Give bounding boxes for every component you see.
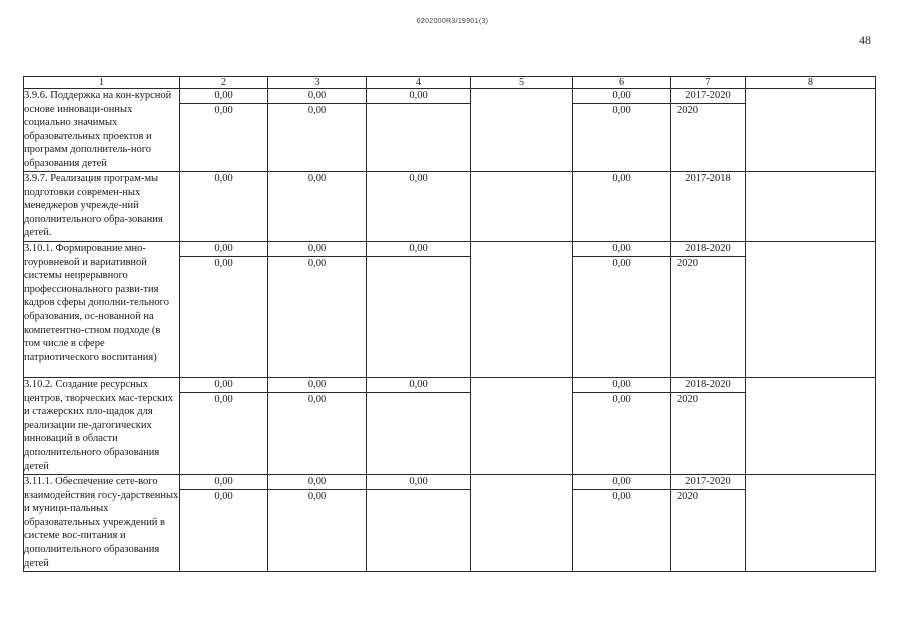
cell-col8 xyxy=(746,89,876,172)
cell-value: 0,00 xyxy=(612,105,631,116)
cell-col2 xyxy=(180,378,268,475)
cell-col3 xyxy=(268,475,367,572)
cell-value: 2018-2020 xyxy=(671,378,745,393)
cell-value: 0,00 xyxy=(180,475,267,490)
cell-value: 0,00 xyxy=(214,105,233,116)
cell-value: 0,00 xyxy=(573,475,670,490)
cell-col3 xyxy=(268,172,367,242)
table-row xyxy=(24,242,876,378)
cell-col4 xyxy=(367,172,471,242)
cell-col5 xyxy=(471,378,573,475)
measure-name: 3.9.6. Поддержка на кон-курсной основе инноваци-онных социально значимых образовательных проектов и программ дополнитель-ного образования детей xyxy=(24,89,180,172)
cell-value: 2020 xyxy=(677,491,698,502)
cell-col7 xyxy=(671,89,746,172)
cell-value: 2018-2020 xyxy=(671,242,745,257)
cell-col7 xyxy=(671,475,746,572)
cell-value: 0,00 xyxy=(268,378,366,393)
column-header: 1 xyxy=(24,77,180,89)
table-row xyxy=(24,475,876,572)
cell-value: 0,00 xyxy=(573,89,670,104)
column-header: 6 xyxy=(573,77,671,89)
cell-col6 xyxy=(573,89,671,172)
measure-name: 3.10.1. Формирование мно-гоуровневой и вариативной системы непрерывного профессионального разви-тия кадров сферы дополни-тельного образования, ос-нованной на компетентно-стном подходе (в том числе в сфере патриотического воспитания) xyxy=(24,242,180,378)
cell-value: 0,00 xyxy=(573,378,670,393)
cell-col8 xyxy=(746,378,876,475)
table-row xyxy=(24,89,876,172)
column-header: 8 xyxy=(746,77,876,89)
cell-col7 xyxy=(671,242,746,378)
cell-value: 0,00 xyxy=(307,394,327,405)
page-number: 48 xyxy=(859,33,871,47)
cell-col8 xyxy=(746,475,876,572)
cell-value: 2017-2020 xyxy=(671,89,745,104)
cell-value: 0,00 xyxy=(367,242,470,257)
cell-col5 xyxy=(471,475,573,572)
cell-col4 xyxy=(367,475,471,572)
measure-name: 3.10.2. Создание ресурсных центров, творческих мас-терских и стажерских пло-щадок для реализации пе-дагогических инноваций в области дополнительного образования детей xyxy=(24,378,180,475)
cell-value: 0,00 xyxy=(214,491,233,502)
cell-value: 0,00 xyxy=(612,394,631,405)
cell-value: 2020 xyxy=(677,258,698,269)
cell-value: 0,00 xyxy=(409,173,428,184)
column-header: 5 xyxy=(471,77,573,89)
cell-value: 2020 xyxy=(677,394,698,405)
cell-col2 xyxy=(180,172,268,242)
cell-col5 xyxy=(471,242,573,378)
cell-col6 xyxy=(573,378,671,475)
cell-col3 xyxy=(268,242,367,378)
cell-value: 0,00 xyxy=(180,378,267,393)
cell-value: 0,00 xyxy=(180,89,267,104)
cell-value: 0,00 xyxy=(268,475,366,490)
cell-value: 0,00 xyxy=(214,258,233,269)
cell-value: 0,00 xyxy=(612,258,631,269)
cell-col8 xyxy=(746,172,876,242)
table-row xyxy=(24,378,876,475)
cell-col4 xyxy=(367,89,471,172)
cell-col6 xyxy=(573,475,671,572)
cell-value: 2020 xyxy=(677,105,698,116)
budget-table xyxy=(23,76,876,572)
cell-value: 0,00 xyxy=(268,89,366,104)
cell-col5 xyxy=(471,89,573,172)
cell-col7 xyxy=(671,172,746,242)
column-header: 4 xyxy=(367,77,471,89)
cell-value: 0,00 xyxy=(307,105,327,116)
column-header: 7 xyxy=(671,77,746,89)
cell-col6 xyxy=(573,172,671,242)
cell-value: 0,00 xyxy=(367,378,470,393)
measure-name: 3.9.7. Реализация програм-мы подготовки современ-ных менеджеров учрежде-ний дополнительного обра-зования детей. xyxy=(24,172,180,242)
cell-col4 xyxy=(367,242,471,378)
cell-col5 xyxy=(471,172,573,242)
cell-col2 xyxy=(180,475,268,572)
document-stamp: 6202000R3/19901(3) xyxy=(416,18,489,25)
table-row xyxy=(24,172,876,242)
cell-value: 2017-2018 xyxy=(685,173,731,184)
cell-value: 0,00 xyxy=(573,242,670,257)
cell-value: 0,00 xyxy=(307,258,327,269)
cell-value: 0,00 xyxy=(214,394,233,405)
cell-value: 0,00 xyxy=(307,173,327,184)
cell-value: 0,00 xyxy=(367,89,470,104)
cell-value: 0,00 xyxy=(612,491,631,502)
cell-value: 0,00 xyxy=(307,491,327,502)
header-row xyxy=(24,77,876,89)
cell-col2 xyxy=(180,89,268,172)
cell-value: 0,00 xyxy=(214,173,233,184)
cell-col6 xyxy=(573,242,671,378)
cell-col4 xyxy=(367,378,471,475)
cell-value: 0,00 xyxy=(367,475,470,490)
cell-value: 0,00 xyxy=(612,173,631,184)
column-header: 3 xyxy=(268,77,367,89)
cell-col3 xyxy=(268,89,367,172)
measure-name: 3.11.1. Обеспечение сете-вого взаимодействия госу-дарственных и муници-пальных образовательных учреждений в системе вос-питания и дополнительного образования детей xyxy=(24,475,180,572)
cell-col3 xyxy=(268,378,367,475)
column-header: 2 xyxy=(180,77,268,89)
cell-value: 0,00 xyxy=(268,242,366,257)
cell-col2 xyxy=(180,242,268,378)
cell-value: 0,00 xyxy=(180,242,267,257)
cell-col7 xyxy=(671,378,746,475)
cell-value: 2017-2020 xyxy=(671,475,745,490)
cell-col8 xyxy=(746,242,876,378)
